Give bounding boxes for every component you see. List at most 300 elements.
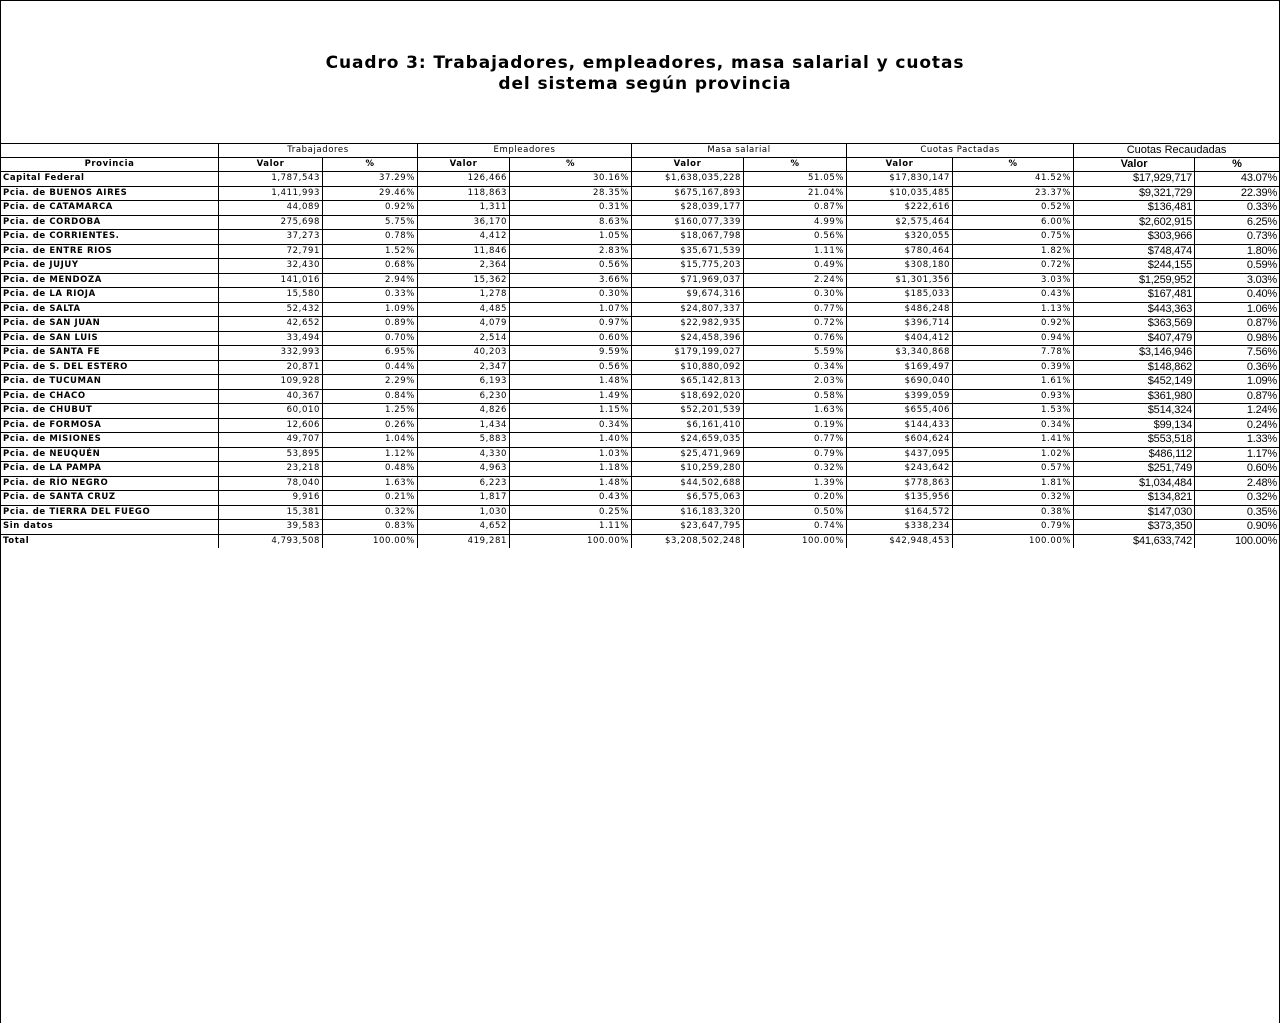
cuotas-pactadas-pct-cell: 0.39% (953, 360, 1074, 375)
table-row (1, 215, 1280, 230)
cuotas-recaudadas-valor-cell: $17,929,717 (1074, 172, 1195, 187)
cuotas-pactadas-pct-cell: 0.43% (953, 288, 1074, 303)
empleadores-valor-cell: 2,364 (418, 259, 510, 274)
provincia-cell: Pcia. de SANTA FE (1, 346, 219, 361)
provincia-cell: Pcia. de CHUBUT (1, 404, 219, 419)
trabajadores-valor-cell: 1,787,543 (219, 172, 323, 187)
empleadores-pct-cell: 1.07% (510, 302, 632, 317)
masa-salarial-pct-cell: 1.39% (744, 476, 847, 491)
empleadores-pct-cell: 1.40% (510, 433, 632, 448)
masa-salarial-valor-cell: $23,647,795 (632, 520, 744, 535)
empleadores-pct-cell: 1.03% (510, 447, 632, 462)
trabajadores-valor-cell: 275,698 (219, 215, 323, 230)
trabajadores-pct-cell: 0.32% (323, 505, 418, 520)
masa-salarial-valor-cell: $6,575,063 (632, 491, 744, 506)
trabajadores-valor-cell: 49,707 (219, 433, 323, 448)
masa-salarial-pct-cell: 0.19% (744, 418, 847, 433)
masa-salarial-valor-cell: $10,259,280 (632, 462, 744, 477)
empleadores-valor-cell: 36,170 (418, 215, 510, 230)
corner-cell (1, 144, 219, 158)
cuotas-pactadas-valor-cell: $486,248 (847, 302, 953, 317)
empleadores-pct-cell: 28.35% (510, 186, 632, 201)
header-percent: % (953, 158, 1074, 172)
trabajadores-valor-cell: 15,580 (219, 288, 323, 303)
trabajadores-valor-cell: 37,273 (219, 230, 323, 245)
trabajadores-pct-cell: 0.68% (323, 259, 418, 274)
empleadores-pct-cell: 0.31% (510, 201, 632, 216)
trabajadores-pct-cell: 2.29% (323, 375, 418, 390)
empleadores-valor-cell: 2,347 (418, 360, 510, 375)
cuotas-recaudadas-pct-cell: 0.60% (1195, 462, 1280, 477)
cuotas-recaudadas-valor-cell: $407,479 (1074, 331, 1195, 346)
table-total (1, 534, 1280, 548)
masa-salarial-pct-cell: 2.24% (744, 273, 847, 288)
provincia-cell: Pcia. de TIERRA DEL FUEGO (1, 505, 219, 520)
cuotas-pactadas-valor-cell: $169,497 (847, 360, 953, 375)
cuotas-pactadas-valor-cell: $404,412 (847, 331, 953, 346)
trabajadores-pct-cell: 0.78% (323, 230, 418, 245)
masa-salarial-pct-cell: 0.56% (744, 230, 847, 245)
group-masa-salarial: Masa salarial (632, 144, 847, 158)
trabajadores-valor-cell: 20,871 (219, 360, 323, 375)
trabajadores-pct-cell: 0.33% (323, 288, 418, 303)
empleadores-pct-cell: 9.59% (510, 346, 632, 361)
masa-salarial-pct-cell: 1.63% (744, 404, 847, 419)
empleadores-pct-cell: 30.16% (510, 172, 632, 187)
cuotas-recaudadas-pct-cell: 6.25% (1195, 215, 1280, 230)
cuotas-recaudadas-pct-cell: 0.32% (1195, 491, 1280, 506)
provincia-cell: Pcia. de CORRIENTES. (1, 230, 219, 245)
trabajadores-valor-cell: 78,040 (219, 476, 323, 491)
cuotas-recaudadas-valor-cell: $147,030 (1074, 505, 1195, 520)
trabajadores-pct-cell: 0.21% (323, 491, 418, 506)
header-percent: % (744, 158, 847, 172)
data-table (0, 143, 1280, 548)
empleadores-valor-cell: 6,223 (418, 476, 510, 491)
trabajadores-valor-cell: 42,652 (219, 317, 323, 332)
trabajadores-valor-cell: 52,432 (219, 302, 323, 317)
empleadores-valor-cell: 1,434 (418, 418, 510, 433)
header-percent: % (510, 158, 632, 172)
trabajadores-valor-cell: 40,367 (219, 389, 323, 404)
empleadores-valor-cell: 4,485 (418, 302, 510, 317)
empleadores-valor-cell: 4,826 (418, 404, 510, 419)
cuotas-recaudadas-pct-cell: 0.90% (1195, 520, 1280, 535)
total-label: Total (1, 534, 219, 548)
empleadores-pct-cell: 0.97% (510, 317, 632, 332)
cuotas-pactadas-valor-cell: $655,406 (847, 404, 953, 419)
cuotas-recaudadas-pct-cell: 0.40% (1195, 288, 1280, 303)
empleadores-valor-cell: 1,030 (418, 505, 510, 520)
table-row (1, 389, 1280, 404)
cuotas-recaudadas-valor-cell: $486,112 (1074, 447, 1195, 462)
empleadores-valor-cell: 4,412 (418, 230, 510, 245)
group-empleadores: Empleadores (418, 144, 632, 158)
cuotas-recaudadas-pct-cell: 1.24% (1195, 404, 1280, 419)
table-row (1, 346, 1280, 361)
masa-salarial-pct-cell: 0.76% (744, 331, 847, 346)
trabajadores-valor-cell: 53,895 (219, 447, 323, 462)
cuotas-pactadas-pct-cell: 0.92% (953, 317, 1074, 332)
provincia-cell: Pcia. de MISIONES (1, 433, 219, 448)
header-valor: Valor (418, 158, 510, 172)
cuotas-pactadas-pct-cell: 0.34% (953, 418, 1074, 433)
group-cuotas-pactadas: Cuotas Pactadas (847, 144, 1074, 158)
masa-salarial-valor-cell: $25,471,969 (632, 447, 744, 462)
header-percent: % (1195, 158, 1280, 172)
table-row (1, 259, 1280, 274)
cuotas-pactadas-pct-cell: 0.38% (953, 505, 1074, 520)
masa-salarial-valor-cell: $675,167,893 (632, 186, 744, 201)
masa-salarial-valor-cell: $71,969,037 (632, 273, 744, 288)
cuotas-pactadas-pct-cell: 41.52% (953, 172, 1074, 187)
cuotas-pactadas-pct-cell: 7.78% (953, 346, 1074, 361)
total-pactadas-valor: $42,948,453 (847, 534, 953, 548)
group-trabajadores: Trabajadores (219, 144, 418, 158)
cuotas-pactadas-pct-cell: 1.53% (953, 404, 1074, 419)
cuotas-recaudadas-pct-cell: 0.87% (1195, 389, 1280, 404)
provincia-cell: Pcia. de SAN LUIS (1, 331, 219, 346)
masa-salarial-pct-cell: 0.49% (744, 259, 847, 274)
empleadores-pct-cell: 0.25% (510, 505, 632, 520)
trabajadores-pct-cell: 6.95% (323, 346, 418, 361)
cuotas-pactadas-pct-cell: 1.02% (953, 447, 1074, 462)
cuotas-recaudadas-valor-cell: $303,966 (1074, 230, 1195, 245)
cuotas-recaudadas-valor-cell: $148,862 (1074, 360, 1195, 375)
trabajadores-pct-cell: 0.26% (323, 418, 418, 433)
cuotas-recaudadas-valor-cell: $167,481 (1074, 288, 1195, 303)
table-row (1, 360, 1280, 375)
cuotas-pactadas-pct-cell: 0.32% (953, 491, 1074, 506)
provincia-cell: Pcia. de S. DEL ESTERO (1, 360, 219, 375)
empleadores-pct-cell: 1.15% (510, 404, 632, 419)
empleadores-pct-cell: 1.18% (510, 462, 632, 477)
trabajadores-valor-cell: 12,606 (219, 418, 323, 433)
cuotas-pactadas-pct-cell: 0.94% (953, 331, 1074, 346)
empleadores-valor-cell: 40,203 (418, 346, 510, 361)
total-recaudadas-valor: $41,633,742 (1074, 534, 1195, 548)
trabajadores-valor-cell: 32,430 (219, 259, 323, 274)
cuotas-pactadas-pct-cell: 1.41% (953, 433, 1074, 448)
cuotas-pactadas-valor-cell: $243,642 (847, 462, 953, 477)
provincia-cell: Pcia. de LA RIOJA (1, 288, 219, 303)
cuotas-pactadas-valor-cell: $185,033 (847, 288, 953, 303)
total-masa-pct: 100.00% (744, 534, 847, 548)
cuotas-pactadas-pct-cell: 1.81% (953, 476, 1074, 491)
trabajadores-valor-cell: 141,016 (219, 273, 323, 288)
cuotas-pactadas-pct-cell: 3.03% (953, 273, 1074, 288)
cuotas-recaudadas-valor-cell: $3,146,946 (1074, 346, 1195, 361)
total-trabajadores-valor: 4,793,508 (219, 534, 323, 548)
cuotas-pactadas-valor-cell: $396,714 (847, 317, 953, 332)
masa-salarial-pct-cell: 0.32% (744, 462, 847, 477)
cuotas-pactadas-pct-cell: 1.61% (953, 375, 1074, 390)
cuotas-recaudadas-pct-cell: 22.39% (1195, 186, 1280, 201)
provincia-cell: Pcia. de FORMOSA (1, 418, 219, 433)
empleadores-valor-cell: 2,514 (418, 331, 510, 346)
provincia-cell: Pcia. de JUJUY (1, 259, 219, 274)
empleadores-pct-cell: 8.63% (510, 215, 632, 230)
empleadores-valor-cell: 5,883 (418, 433, 510, 448)
cuotas-recaudadas-pct-cell: 0.24% (1195, 418, 1280, 433)
empleadores-pct-cell: 0.56% (510, 360, 632, 375)
cuotas-pactadas-valor-cell: $338,234 (847, 520, 953, 535)
cuotas-recaudadas-valor-cell: $361,980 (1074, 389, 1195, 404)
table-row (1, 331, 1280, 346)
trabajadores-pct-cell: 0.89% (323, 317, 418, 332)
masa-salarial-valor-cell: $35,671,539 (632, 244, 744, 259)
cuotas-pactadas-valor-cell: $3,340,868 (847, 346, 953, 361)
table-row (1, 476, 1280, 491)
empleadores-valor-cell: 4,079 (418, 317, 510, 332)
cuotas-pactadas-valor-cell: $399,059 (847, 389, 953, 404)
cuotas-recaudadas-pct-cell: 0.98% (1195, 331, 1280, 346)
column-header-row (1, 158, 1280, 172)
masa-salarial-valor-cell: $52,201,539 (632, 404, 744, 419)
masa-salarial-valor-cell: $1,638,035,228 (632, 172, 744, 187)
table-row (1, 230, 1280, 245)
empleadores-pct-cell: 0.56% (510, 259, 632, 274)
cuotas-pactadas-valor-cell: $1,301,356 (847, 273, 953, 288)
empleadores-pct-cell: 0.60% (510, 331, 632, 346)
empleadores-valor-cell: 4,652 (418, 520, 510, 535)
empleadores-valor-cell: 4,330 (418, 447, 510, 462)
provincia-cell: Pcia. de SAN JUAN (1, 317, 219, 332)
total-pactadas-pct: 100.00% (953, 534, 1074, 548)
provincia-cell: Pcia. de LA PAMPA (1, 462, 219, 477)
cuotas-recaudadas-valor-cell: $1,259,952 (1074, 273, 1195, 288)
trabajadores-pct-cell: 0.92% (323, 201, 418, 216)
masa-salarial-pct-cell: 0.74% (744, 520, 847, 535)
masa-salarial-valor-cell: $9,674,316 (632, 288, 744, 303)
empleadores-pct-cell: 0.30% (510, 288, 632, 303)
group-header-row (1, 144, 1280, 158)
trabajadores-valor-cell: 1,411,993 (219, 186, 323, 201)
empleadores-valor-cell: 1,817 (418, 491, 510, 506)
table-row (1, 375, 1280, 390)
provincia-cell: Pcia. de CHACO (1, 389, 219, 404)
cuotas-recaudadas-valor-cell: $136,481 (1074, 201, 1195, 216)
empleadores-pct-cell: 1.05% (510, 230, 632, 245)
empleadores-valor-cell: 6,193 (418, 375, 510, 390)
empleadores-pct-cell: 1.49% (510, 389, 632, 404)
trabajadores-pct-cell: 1.12% (323, 447, 418, 462)
header-provincia: Provincia (1, 158, 219, 172)
cuotas-pactadas-valor-cell: $308,180 (847, 259, 953, 274)
masa-salarial-valor-cell: $18,067,798 (632, 230, 744, 245)
table-row (1, 273, 1280, 288)
header-valor: Valor (219, 158, 323, 172)
masa-salarial-valor-cell: $24,659,035 (632, 433, 744, 448)
cuotas-recaudadas-pct-cell: 0.35% (1195, 505, 1280, 520)
masa-salarial-pct-cell: 0.79% (744, 447, 847, 462)
provincia-cell: Pcia. de SALTA (1, 302, 219, 317)
trabajadores-valor-cell: 33,494 (219, 331, 323, 346)
trabajadores-valor-cell: 23,218 (219, 462, 323, 477)
cuotas-pactadas-valor-cell: $604,624 (847, 433, 953, 448)
masa-salarial-pct-cell: 0.34% (744, 360, 847, 375)
cuotas-pactadas-pct-cell: 0.75% (953, 230, 1074, 245)
masa-salarial-pct-cell: 1.11% (744, 244, 847, 259)
cuotas-pactadas-valor-cell: $437,095 (847, 447, 953, 462)
trabajadores-pct-cell: 1.04% (323, 433, 418, 448)
cuotas-recaudadas-pct-cell: 0.87% (1195, 317, 1280, 332)
masa-salarial-valor-cell: $28,039,177 (632, 201, 744, 216)
title-line-1: Cuadro 3: Trabajadores, empleadores, masa salarial y cuotas (325, 53, 965, 73)
trabajadores-pct-cell: 1.52% (323, 244, 418, 259)
cuotas-recaudadas-pct-cell: 1.09% (1195, 375, 1280, 390)
table-row (1, 317, 1280, 332)
cuotas-recaudadas-valor-cell: $553,518 (1074, 433, 1195, 448)
trabajadores-valor-cell: 72,791 (219, 244, 323, 259)
cuotas-pactadas-valor-cell: $164,572 (847, 505, 953, 520)
total-row (1, 534, 1280, 548)
masa-salarial-pct-cell: 51.05% (744, 172, 847, 187)
empleadores-pct-cell: 2.83% (510, 244, 632, 259)
cuotas-pactadas-valor-cell: $17,830,147 (847, 172, 953, 187)
trabajadores-pct-cell: 1.25% (323, 404, 418, 419)
trabajadores-valor-cell: 39,583 (219, 520, 323, 535)
cuotas-recaudadas-pct-cell: 1.06% (1195, 302, 1280, 317)
cuotas-pactadas-pct-cell: 1.13% (953, 302, 1074, 317)
header-valor: Valor (1074, 158, 1195, 172)
group-cuotas-recaudadas: Cuotas Recaudadas (1074, 144, 1280, 158)
table-row (1, 186, 1280, 201)
trabajadores-pct-cell: 2.94% (323, 273, 418, 288)
trabajadores-pct-cell: 1.09% (323, 302, 418, 317)
cuotas-recaudadas-valor-cell: $9,321,729 (1074, 186, 1195, 201)
trabajadores-pct-cell: 0.70% (323, 331, 418, 346)
empleadores-pct-cell: 1.48% (510, 476, 632, 491)
cuotas-pactadas-pct-cell: 1.82% (953, 244, 1074, 259)
total-recaudadas-pct: 100.00% (1195, 534, 1280, 548)
header-percent: % (323, 158, 418, 172)
provincia-cell: Pcia. de CORDOBA (1, 215, 219, 230)
trabajadores-pct-cell: 0.48% (323, 462, 418, 477)
cuotas-recaudadas-pct-cell: 0.33% (1195, 201, 1280, 216)
cuotas-recaudadas-valor-cell: $99,134 (1074, 418, 1195, 433)
trabajadores-pct-cell: 0.84% (323, 389, 418, 404)
provincia-cell: Pcia. de TUCUMAN (1, 375, 219, 390)
masa-salarial-valor-cell: $24,807,337 (632, 302, 744, 317)
masa-salarial-valor-cell: $18,692,020 (632, 389, 744, 404)
trabajadores-valor-cell: 332,993 (219, 346, 323, 361)
total-empleadores-pct: 100.00% (510, 534, 632, 548)
trabajadores-valor-cell: 44,089 (219, 201, 323, 216)
trabajadores-pct-cell: 5.75% (323, 215, 418, 230)
provincia-cell: Pcia. de ENTRE RIOS (1, 244, 219, 259)
empleadores-valor-cell: 11,846 (418, 244, 510, 259)
empleadores-pct-cell: 0.43% (510, 491, 632, 506)
cuotas-recaudadas-valor-cell: $373,350 (1074, 520, 1195, 535)
cuotas-recaudadas-valor-cell: $443,363 (1074, 302, 1195, 317)
table-row (1, 244, 1280, 259)
cuotas-recaudadas-valor-cell: $134,821 (1074, 491, 1195, 506)
masa-salarial-pct-cell: 0.50% (744, 505, 847, 520)
masa-salarial-valor-cell: $22,982,935 (632, 317, 744, 332)
cuotas-pactadas-valor-cell: $780,464 (847, 244, 953, 259)
masa-salarial-pct-cell: 0.20% (744, 491, 847, 506)
cuotas-recaudadas-pct-cell: 2.48% (1195, 476, 1280, 491)
cuotas-recaudadas-pct-cell: 0.59% (1195, 259, 1280, 274)
table-row (1, 505, 1280, 520)
header-valor: Valor (847, 158, 953, 172)
cuotas-recaudadas-valor-cell: $244,155 (1074, 259, 1195, 274)
empleadores-valor-cell: 126,466 (418, 172, 510, 187)
provincia-cell: Sin datos (1, 520, 219, 535)
cuotas-recaudadas-pct-cell: 1.80% (1195, 244, 1280, 259)
cuotas-recaudadas-valor-cell: $251,749 (1074, 462, 1195, 477)
title-line-2: del sistema según provincia (498, 74, 792, 94)
trabajadores-pct-cell: 0.83% (323, 520, 418, 535)
cuotas-recaudadas-pct-cell: 3.03% (1195, 273, 1280, 288)
masa-salarial-pct-cell: 0.30% (744, 288, 847, 303)
table-row (1, 201, 1280, 216)
empleadores-valor-cell: 1,311 (418, 201, 510, 216)
masa-salarial-valor-cell: $15,775,203 (632, 259, 744, 274)
total-trabajadores-pct: 100.00% (323, 534, 418, 548)
cuotas-pactadas-pct-cell: 0.72% (953, 259, 1074, 274)
trabajadores-pct-cell: 29.46% (323, 186, 418, 201)
empleadores-pct-cell: 0.34% (510, 418, 632, 433)
empleadores-valor-cell: 118,863 (418, 186, 510, 201)
provincia-cell: Pcia. de BUENOS AIRES (1, 186, 219, 201)
empleadores-valor-cell: 1,278 (418, 288, 510, 303)
cuotas-pactadas-valor-cell: $2,575,464 (847, 215, 953, 230)
page-title (0, 53, 1280, 95)
trabajadores-valor-cell: 9,916 (219, 491, 323, 506)
cuotas-pactadas-valor-cell: $778,863 (847, 476, 953, 491)
masa-salarial-pct-cell: 2.03% (744, 375, 847, 390)
masa-salarial-valor-cell: $179,199,027 (632, 346, 744, 361)
table-row (1, 462, 1280, 477)
cuotas-pactadas-valor-cell: $690,040 (847, 375, 953, 390)
provincia-cell: Pcia. de MENDOZA (1, 273, 219, 288)
masa-salarial-valor-cell: $16,183,320 (632, 505, 744, 520)
provincia-cell: Capital Federal (1, 172, 219, 187)
cuotas-pactadas-valor-cell: $135,956 (847, 491, 953, 506)
masa-salarial-pct-cell: 0.77% (744, 302, 847, 317)
provincia-cell: Pcia. de CATAMARCA (1, 201, 219, 216)
masa-salarial-pct-cell: 0.58% (744, 389, 847, 404)
masa-salarial-pct-cell: 0.72% (744, 317, 847, 332)
empleadores-pct-cell: 1.11% (510, 520, 632, 535)
cuotas-pactadas-pct-cell: 0.93% (953, 389, 1074, 404)
table-row (1, 302, 1280, 317)
trabajadores-pct-cell: 1.63% (323, 476, 418, 491)
masa-salarial-valor-cell: $24,458,396 (632, 331, 744, 346)
cuotas-recaudadas-valor-cell: $2,602,915 (1074, 215, 1195, 230)
masa-salarial-pct-cell: 21.04% (744, 186, 847, 201)
empleadores-pct-cell: 1.48% (510, 375, 632, 390)
table-row (1, 520, 1280, 535)
table-row (1, 418, 1280, 433)
table-row (1, 404, 1280, 419)
masa-salarial-pct-cell: 0.77% (744, 433, 847, 448)
cuotas-recaudadas-pct-cell: 7.56% (1195, 346, 1280, 361)
table-row (1, 491, 1280, 506)
cuotas-recaudadas-valor-cell: $1,034,484 (1074, 476, 1195, 491)
masa-salarial-valor-cell: $65,142,813 (632, 375, 744, 390)
total-masa-valor: $3,208,502,248 (632, 534, 744, 548)
empleadores-valor-cell: 4,963 (418, 462, 510, 477)
masa-salarial-pct-cell: 5.59% (744, 346, 847, 361)
masa-salarial-valor-cell: $44,502,688 (632, 476, 744, 491)
header-valor: Valor (632, 158, 744, 172)
cuotas-recaudadas-valor-cell: $748,474 (1074, 244, 1195, 259)
cuotas-recaudadas-pct-cell: 1.33% (1195, 433, 1280, 448)
cuotas-pactadas-pct-cell: 6.00% (953, 215, 1074, 230)
